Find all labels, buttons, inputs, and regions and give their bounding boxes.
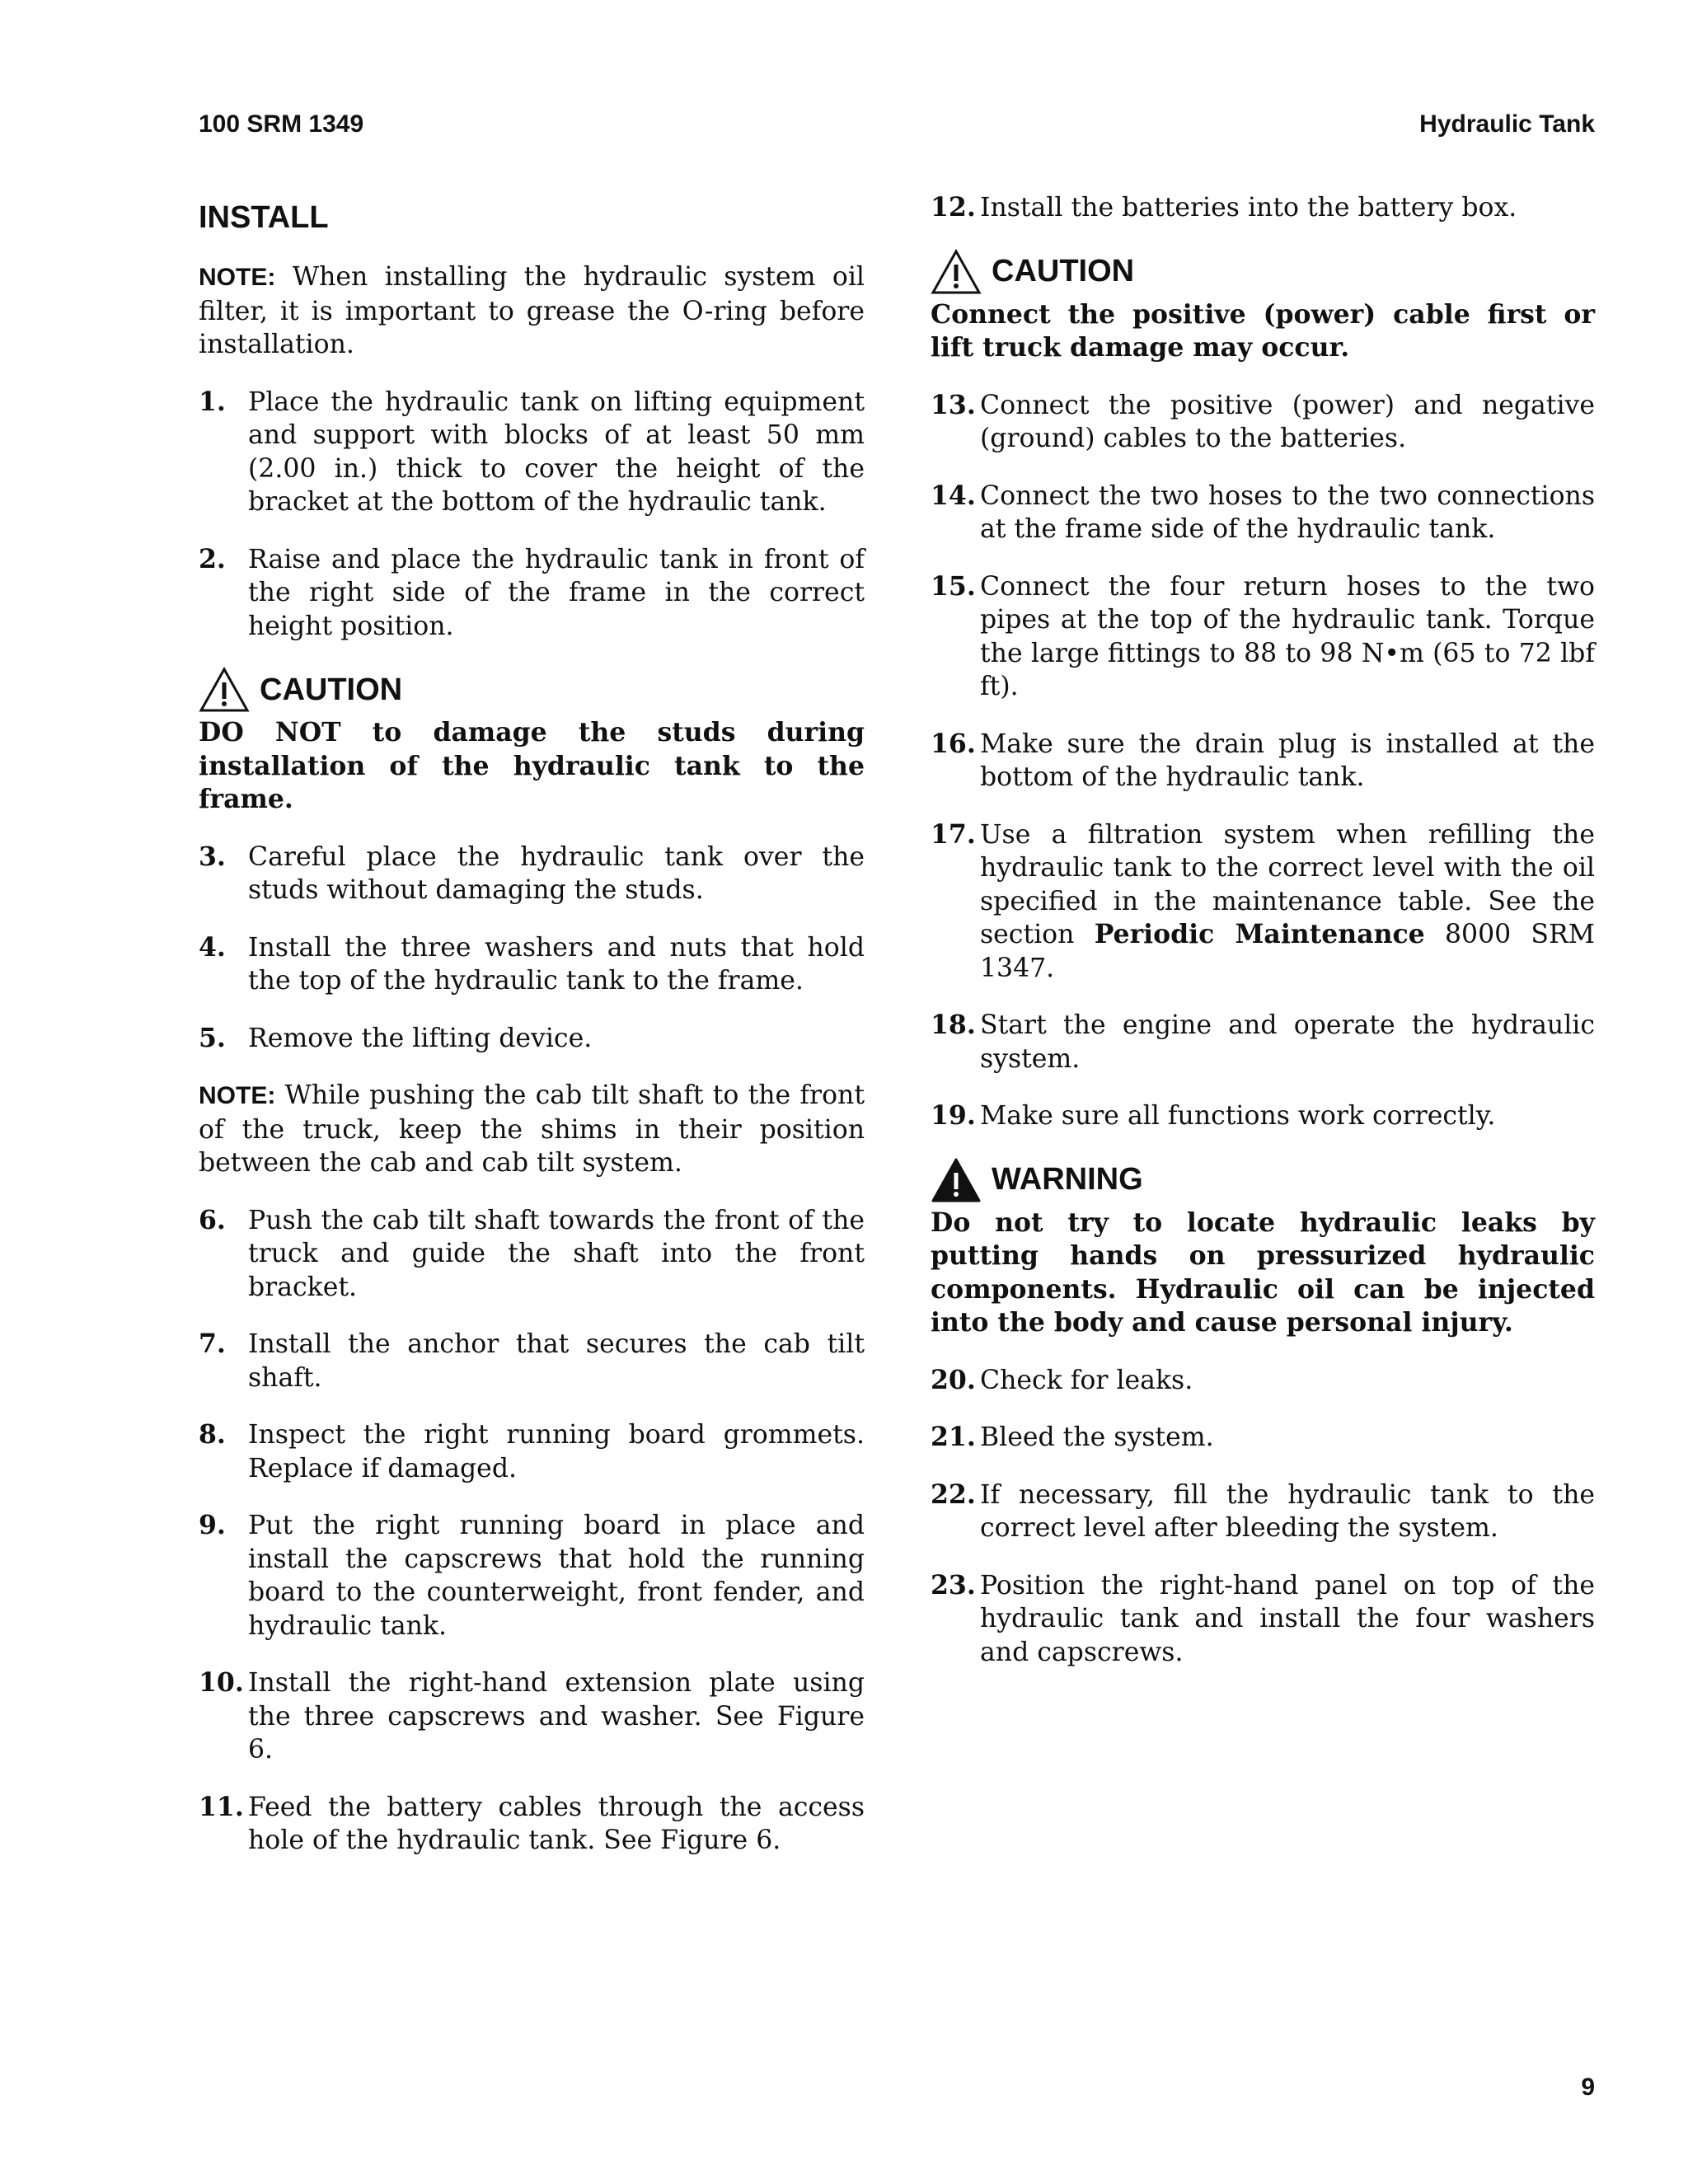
caution-text: DO NOT to damage the studs during installation of the hydraulic tank to the frame.: [199, 717, 865, 814]
step-item: [199, 1022, 865, 1056]
note-label: NOTE:: [199, 1082, 276, 1109]
step-number: 18.: [931, 1010, 976, 1040]
step-number: 6.: [199, 1204, 226, 1235]
step-text: Put the right running board in place and install the capscrews that hold the running board to the counterweight, front fender, and hydraulic tank.: [248, 1511, 865, 1641]
right-column: [931, 191, 1595, 1693]
step-number: 19.: [931, 1100, 976, 1131]
step-number: 9.: [199, 1510, 226, 1540]
step-number: 10.: [199, 1667, 244, 1698]
step-number: 11.: [199, 1791, 244, 1822]
caution-box-studs: [199, 667, 865, 817]
step-item: [931, 191, 1595, 225]
section-reference: Periodic Maintenance: [1094, 919, 1425, 949]
step-item: [931, 570, 1595, 704]
step-number: 14.: [931, 480, 976, 511]
warning-triangle-icon: [931, 1157, 982, 1203]
note-text: While pushing the cab tilt shaft to the front of the truck, keep the shims in their position between the cab and cab tilt system.: [199, 1080, 865, 1178]
step-text: If necessary, fill the hydraulic tank to the correct level after bleeding the system.: [980, 1479, 1595, 1543]
step-number: 22.: [931, 1479, 976, 1510]
section-title: INSTALL: [199, 200, 329, 235]
page-number: 9: [1581, 2074, 1595, 2101]
step-item: [931, 1421, 1595, 1455]
step-text: Place the hydraulic tank on lifting equipment and support with blocks of at least 50 mm (2.00 in.) thick to cover the height of the bracket at the bottom of the hydraulic tank.: [248, 387, 865, 517]
step-item: [931, 818, 1595, 986]
step-text: Push the cab tilt shaft towards the front of the truck and guide the shaft into the front bracket.: [248, 1205, 865, 1302]
step-number: 5.: [199, 1022, 226, 1053]
caution-triangle-icon: [931, 249, 982, 295]
step-item: [199, 931, 865, 998]
step-number: 23.: [931, 1569, 976, 1601]
step-number: 15.: [931, 570, 976, 602]
steps-group-g: [931, 1364, 1595, 1670]
step-number: 20.: [931, 1364, 976, 1395]
step-item: [931, 480, 1595, 546]
step-number: 16.: [931, 728, 976, 759]
step-item: [199, 1509, 865, 1643]
step-item: [931, 1009, 1595, 1076]
step-item: [199, 1666, 865, 1767]
step-text: Install the batteries into the battery box.: [980, 193, 1517, 223]
step-item: [199, 841, 865, 907]
step-number: 2.: [199, 543, 226, 574]
step-item: [931, 1479, 1595, 1545]
steps-group-b: [199, 841, 865, 1056]
caution-text: Connect the positive (power) cable first or lift truck damage may occur.: [931, 298, 1595, 363]
warning-text: Do not try to locate hydraulic leaks by putting hands on pressurized hydraulic components. Hydraulic oil can be injected into the body and cause personal injury.: [931, 1207, 1595, 1338]
step-item: [931, 389, 1595, 456]
warning-box: [931, 1157, 1595, 1340]
steps-group-e: [931, 389, 1595, 794]
step-text: Use a filtration system when refilling the hydraulic tank to the correct level with the oil specified in the maintenance table. See the section Periodic Maintenance 8000 SRM 1347.: [980, 819, 1595, 983]
running-header-doc-number: 100 SRM 1349: [199, 110, 364, 138]
step-number: 13.: [931, 389, 976, 420]
running-header-title: Hydraulic Tank: [1419, 110, 1595, 138]
step-number: 4.: [199, 931, 226, 963]
warning-label: WARNING: [992, 1162, 1143, 1197]
step-text: Connect the four return hoses to the two pipes at the top of the hydraulic tank. Torque the large fittings to 88 to 98 N•m (65 to 72 lbf ft).: [980, 571, 1595, 701]
step-item: [199, 386, 865, 519]
step-item: [199, 543, 865, 644]
step-number: 17.: [931, 818, 976, 850]
step-item: [931, 1099, 1595, 1133]
step-item: [199, 1328, 865, 1394]
step-text: Make sure the drain plug is installed at the bottom of the hydraulic tank.: [980, 729, 1595, 792]
step-number: 1.: [199, 386, 226, 417]
steps-group-a: [199, 386, 865, 644]
step-text: Feed the battery cables through the access hole of the hydraulic tank. See Figure 6.: [248, 1792, 865, 1855]
step-text: Connect the positive (power) and negative (ground) cables to the batteries.: [980, 390, 1595, 453]
step-text: Install the right-hand extension plate using the three capscrews and washer. See Figure 6.: [248, 1668, 865, 1765]
step-item: [931, 1569, 1595, 1670]
steps-group-d: [931, 191, 1595, 225]
step-text: Start the engine and operate the hydraulic system.: [980, 1010, 1595, 1074]
step-text: Bleed the system.: [980, 1422, 1214, 1452]
step-text: Check for leaks.: [980, 1365, 1193, 1395]
step-text: Install the three washers and nuts that hold the top of the hydraulic tank to the frame.: [248, 932, 865, 996]
note-text: When installing the hydraulic system oil filter, it is important to grease the O-ring before installation.: [199, 262, 865, 359]
step-text: Inspect the right running board grommets. Replace if damaged.: [248, 1420, 865, 1483]
left-column: [199, 191, 865, 1882]
note-cab-tilt: [199, 1079, 865, 1180]
step-text: Install the anchor that secures the cab tilt shaft.: [248, 1329, 865, 1393]
step-item: [199, 1204, 865, 1305]
step-text: Careful place the hydraulic tank over the studs without damaging the studs.: [248, 841, 865, 905]
caution-triangle-icon: [199, 667, 250, 713]
caution-box-cable: [931, 249, 1595, 365]
note-install-filter: [199, 260, 865, 362]
step-text: Connect the two hoses to the two connections at the frame side of the hydraulic tank.: [980, 480, 1595, 544]
step-number: 8.: [199, 1419, 226, 1450]
steps-group-c: [199, 1204, 865, 1858]
step-number: 21.: [931, 1422, 976, 1452]
step-text: Raise and place the hydraulic tank in front of the right side of the frame in the correct height position.: [248, 544, 865, 641]
step-text: Remove the lifting device.: [248, 1023, 593, 1053]
steps-group-f: [931, 1009, 1595, 1133]
caution-label: CAUTION: [260, 672, 403, 707]
caution-label: CAUTION: [992, 254, 1135, 288]
step-item: [931, 1364, 1595, 1398]
step-text: Make sure all functions work correctly.: [980, 1101, 1496, 1131]
step-item: [199, 1418, 865, 1485]
step-number: 3.: [199, 841, 226, 872]
step-item: [931, 728, 1595, 794]
step-item: [199, 1791, 865, 1858]
step-number: 12.: [931, 192, 976, 223]
step-text: Position the right-hand panel on top of the hydraulic tank and install the four washers and capscrews.: [980, 1570, 1595, 1667]
step-number: 7.: [199, 1329, 226, 1359]
note-label: NOTE:: [199, 264, 276, 291]
